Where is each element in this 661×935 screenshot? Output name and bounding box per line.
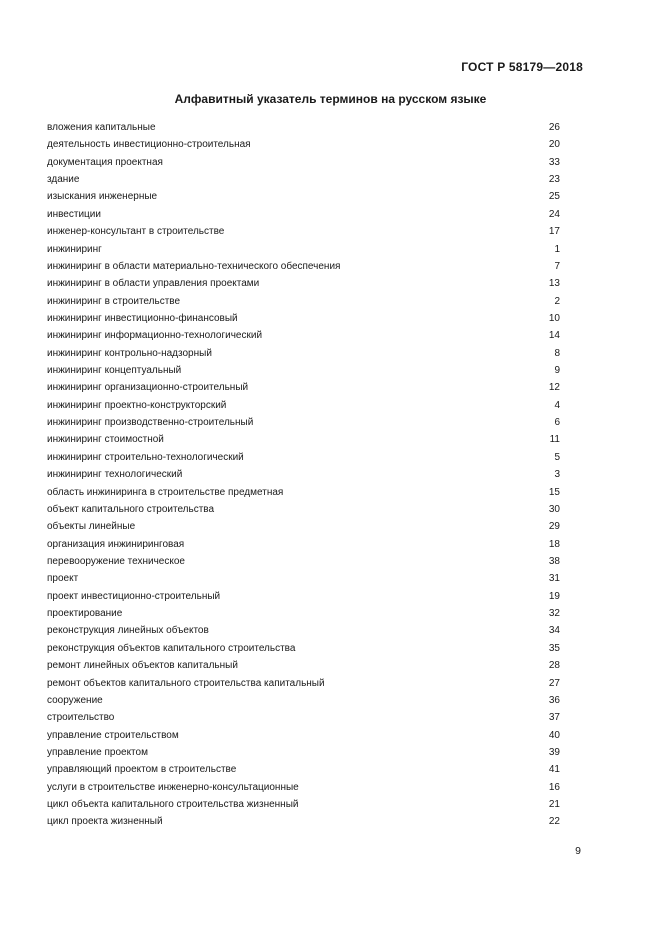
index-page-ref: 3 bbox=[554, 469, 560, 481]
index-page-ref: 40 bbox=[548, 729, 560, 741]
index-entry bbox=[47, 310, 560, 327]
index-page-ref: 39 bbox=[548, 746, 560, 758]
index-entry bbox=[47, 327, 560, 344]
index-term: перевооружение техническое bbox=[47, 555, 185, 567]
index-entry bbox=[47, 119, 560, 136]
index-entry bbox=[47, 484, 560, 501]
index-page-ref: 36 bbox=[548, 694, 560, 706]
index-page-ref: 35 bbox=[548, 642, 560, 654]
index-page-ref: 2 bbox=[554, 295, 560, 307]
index-term: инжиниринг bbox=[47, 243, 102, 255]
index-term: проект инвестиционно-строительный bbox=[47, 590, 221, 602]
index-entry bbox=[47, 796, 560, 813]
index-term: инвестиции bbox=[47, 208, 101, 220]
index-page-ref: 29 bbox=[548, 521, 560, 533]
index-page-ref: 23 bbox=[548, 174, 560, 186]
index-entry bbox=[47, 397, 560, 414]
index-term: инжиниринг в строительстве bbox=[47, 295, 181, 307]
index-page-ref: 33 bbox=[548, 156, 560, 168]
index-entry bbox=[47, 449, 560, 466]
index-entry bbox=[47, 414, 560, 431]
index-entry bbox=[47, 362, 560, 379]
index-page-ref: 1 bbox=[554, 243, 560, 255]
index-page-ref: 34 bbox=[548, 625, 560, 637]
index-page-ref: 10 bbox=[548, 312, 560, 324]
index-page-ref: 18 bbox=[548, 538, 560, 550]
index-term: инжиниринг организационно-строительный bbox=[47, 382, 249, 394]
index-term: ремонт объектов капитального строительства капитальный bbox=[47, 677, 325, 689]
index-term: инжиниринг проектно-конструкторский bbox=[47, 399, 227, 411]
index-entry bbox=[47, 206, 560, 223]
index-term: здание bbox=[47, 174, 80, 186]
index-entry bbox=[47, 640, 560, 657]
index-entry bbox=[47, 379, 560, 396]
index-page-ref: 16 bbox=[548, 781, 560, 793]
index-page-ref: 30 bbox=[548, 503, 560, 515]
index-term: инжиниринг концептуальный bbox=[47, 365, 182, 377]
index-term: цикл объекта капитального строительства жизненный bbox=[47, 799, 299, 811]
index-page-ref: 7 bbox=[554, 260, 560, 272]
index-entry bbox=[47, 605, 560, 622]
index-page-ref: 6 bbox=[554, 417, 560, 429]
index-page-ref: 12 bbox=[548, 382, 560, 394]
index-page-ref: 32 bbox=[548, 608, 560, 620]
index-page-ref: 20 bbox=[548, 139, 560, 151]
index-page-ref: 5 bbox=[554, 451, 560, 463]
index-entry bbox=[47, 136, 560, 153]
term-index-list bbox=[47, 119, 560, 831]
index-entry bbox=[47, 588, 560, 605]
index-entry bbox=[47, 258, 560, 275]
index-page-ref: 28 bbox=[548, 660, 560, 672]
index-term: инжиниринг контрольно-надзорный bbox=[47, 347, 212, 359]
index-entry bbox=[47, 275, 560, 292]
index-entry bbox=[47, 536, 560, 553]
index-term: проектирование bbox=[47, 608, 123, 620]
index-term: инжиниринг производственно-строительный bbox=[47, 417, 254, 429]
index-entry bbox=[47, 518, 560, 535]
index-entry bbox=[47, 188, 560, 205]
index-entry bbox=[47, 813, 560, 830]
index-term: ремонт линейных объектов капитальный bbox=[47, 660, 238, 672]
index-term: организация инжиниринговая bbox=[47, 538, 185, 550]
index-entry bbox=[47, 709, 560, 726]
index-term: инжиниринг информационно-технологический bbox=[47, 330, 263, 342]
index-page-ref: 37 bbox=[548, 712, 560, 724]
index-term: строительство bbox=[47, 712, 115, 724]
index-entry bbox=[47, 501, 560, 518]
index-page-ref: 13 bbox=[548, 278, 560, 290]
index-page-ref: 4 bbox=[554, 399, 560, 411]
index-page-ref: 24 bbox=[548, 208, 560, 220]
index-entry bbox=[47, 466, 560, 483]
index-entry bbox=[47, 657, 560, 674]
index-entry bbox=[47, 154, 560, 171]
document-code: ГОСТ Р 58179—2018 bbox=[461, 60, 583, 74]
index-term: реконструкция линейных объектов bbox=[47, 625, 209, 637]
index-page-ref: 19 bbox=[548, 590, 560, 602]
index-term: объекты линейные bbox=[47, 521, 136, 533]
index-term: инжиниринг в области материально-технического обеспечения bbox=[47, 260, 341, 272]
index-term: область инжиниринга в строительстве предметная bbox=[47, 486, 284, 498]
index-term: документация проектная bbox=[47, 156, 163, 168]
index-page-ref: 27 bbox=[548, 677, 560, 689]
index-term: реконструкция объектов капитального строительства bbox=[47, 642, 296, 654]
index-entry bbox=[47, 171, 560, 188]
index-term: инжиниринг в области управления проектами bbox=[47, 278, 260, 290]
index-term: инжиниринг технологический bbox=[47, 469, 183, 481]
index-term: услуги в строительстве инженерно-консультационные bbox=[47, 781, 299, 793]
index-term: управляющий проектом в строительстве bbox=[47, 764, 237, 776]
index-term: инжиниринг строительно-технологический bbox=[47, 451, 244, 463]
index-page-ref: 41 bbox=[548, 764, 560, 776]
index-page-ref: 8 bbox=[554, 347, 560, 359]
index-page-ref: 14 bbox=[548, 330, 560, 342]
index-term: объект капитального строительства bbox=[47, 503, 215, 515]
page-number: 9 bbox=[575, 845, 581, 857]
index-term: инжиниринг стоимостной bbox=[47, 434, 164, 446]
index-entry bbox=[47, 570, 560, 587]
index-page-ref: 25 bbox=[548, 191, 560, 203]
index-entry bbox=[47, 692, 560, 709]
index-page-ref: 38 bbox=[548, 555, 560, 567]
index-term: цикл проекта жизненный bbox=[47, 816, 163, 828]
index-term: управление проектом bbox=[47, 746, 148, 758]
index-page-ref: 9 bbox=[554, 365, 560, 377]
index-term: проект bbox=[47, 573, 79, 585]
index-entry bbox=[47, 675, 560, 692]
index-page-ref: 17 bbox=[548, 226, 560, 238]
index-page-ref: 22 bbox=[548, 816, 560, 828]
index-page-ref: 26 bbox=[548, 122, 560, 133]
index-term: сооружение bbox=[47, 694, 103, 706]
index-page-ref: 21 bbox=[548, 799, 560, 811]
index-entry bbox=[47, 345, 560, 362]
index-term: инженер-консультант в строительстве bbox=[47, 226, 225, 238]
index-entry bbox=[47, 727, 560, 744]
index-page-ref: 11 bbox=[549, 434, 560, 446]
index-entry bbox=[47, 761, 560, 778]
index-entry bbox=[47, 241, 560, 258]
index-entry bbox=[47, 431, 560, 448]
index-term: деятельность инвестиционно-строительная bbox=[47, 139, 251, 151]
index-entry bbox=[47, 744, 560, 761]
index-term: управление строительством bbox=[47, 729, 179, 741]
index-entry bbox=[47, 293, 560, 310]
index-term: инжиниринг инвестиционно-финансовый bbox=[47, 312, 238, 324]
index-entry bbox=[47, 223, 560, 240]
index-page-ref: 31 bbox=[548, 573, 560, 585]
index-term: изыскания инженерные bbox=[47, 191, 158, 203]
index-title: Алфавитный указатель терминов на русском языке bbox=[174, 92, 487, 106]
index-entry bbox=[47, 553, 560, 570]
index-page-ref: 15 bbox=[548, 486, 560, 498]
index-term: вложения капитальные bbox=[47, 122, 156, 133]
index-entry bbox=[47, 622, 560, 639]
index-entry bbox=[47, 779, 560, 796]
